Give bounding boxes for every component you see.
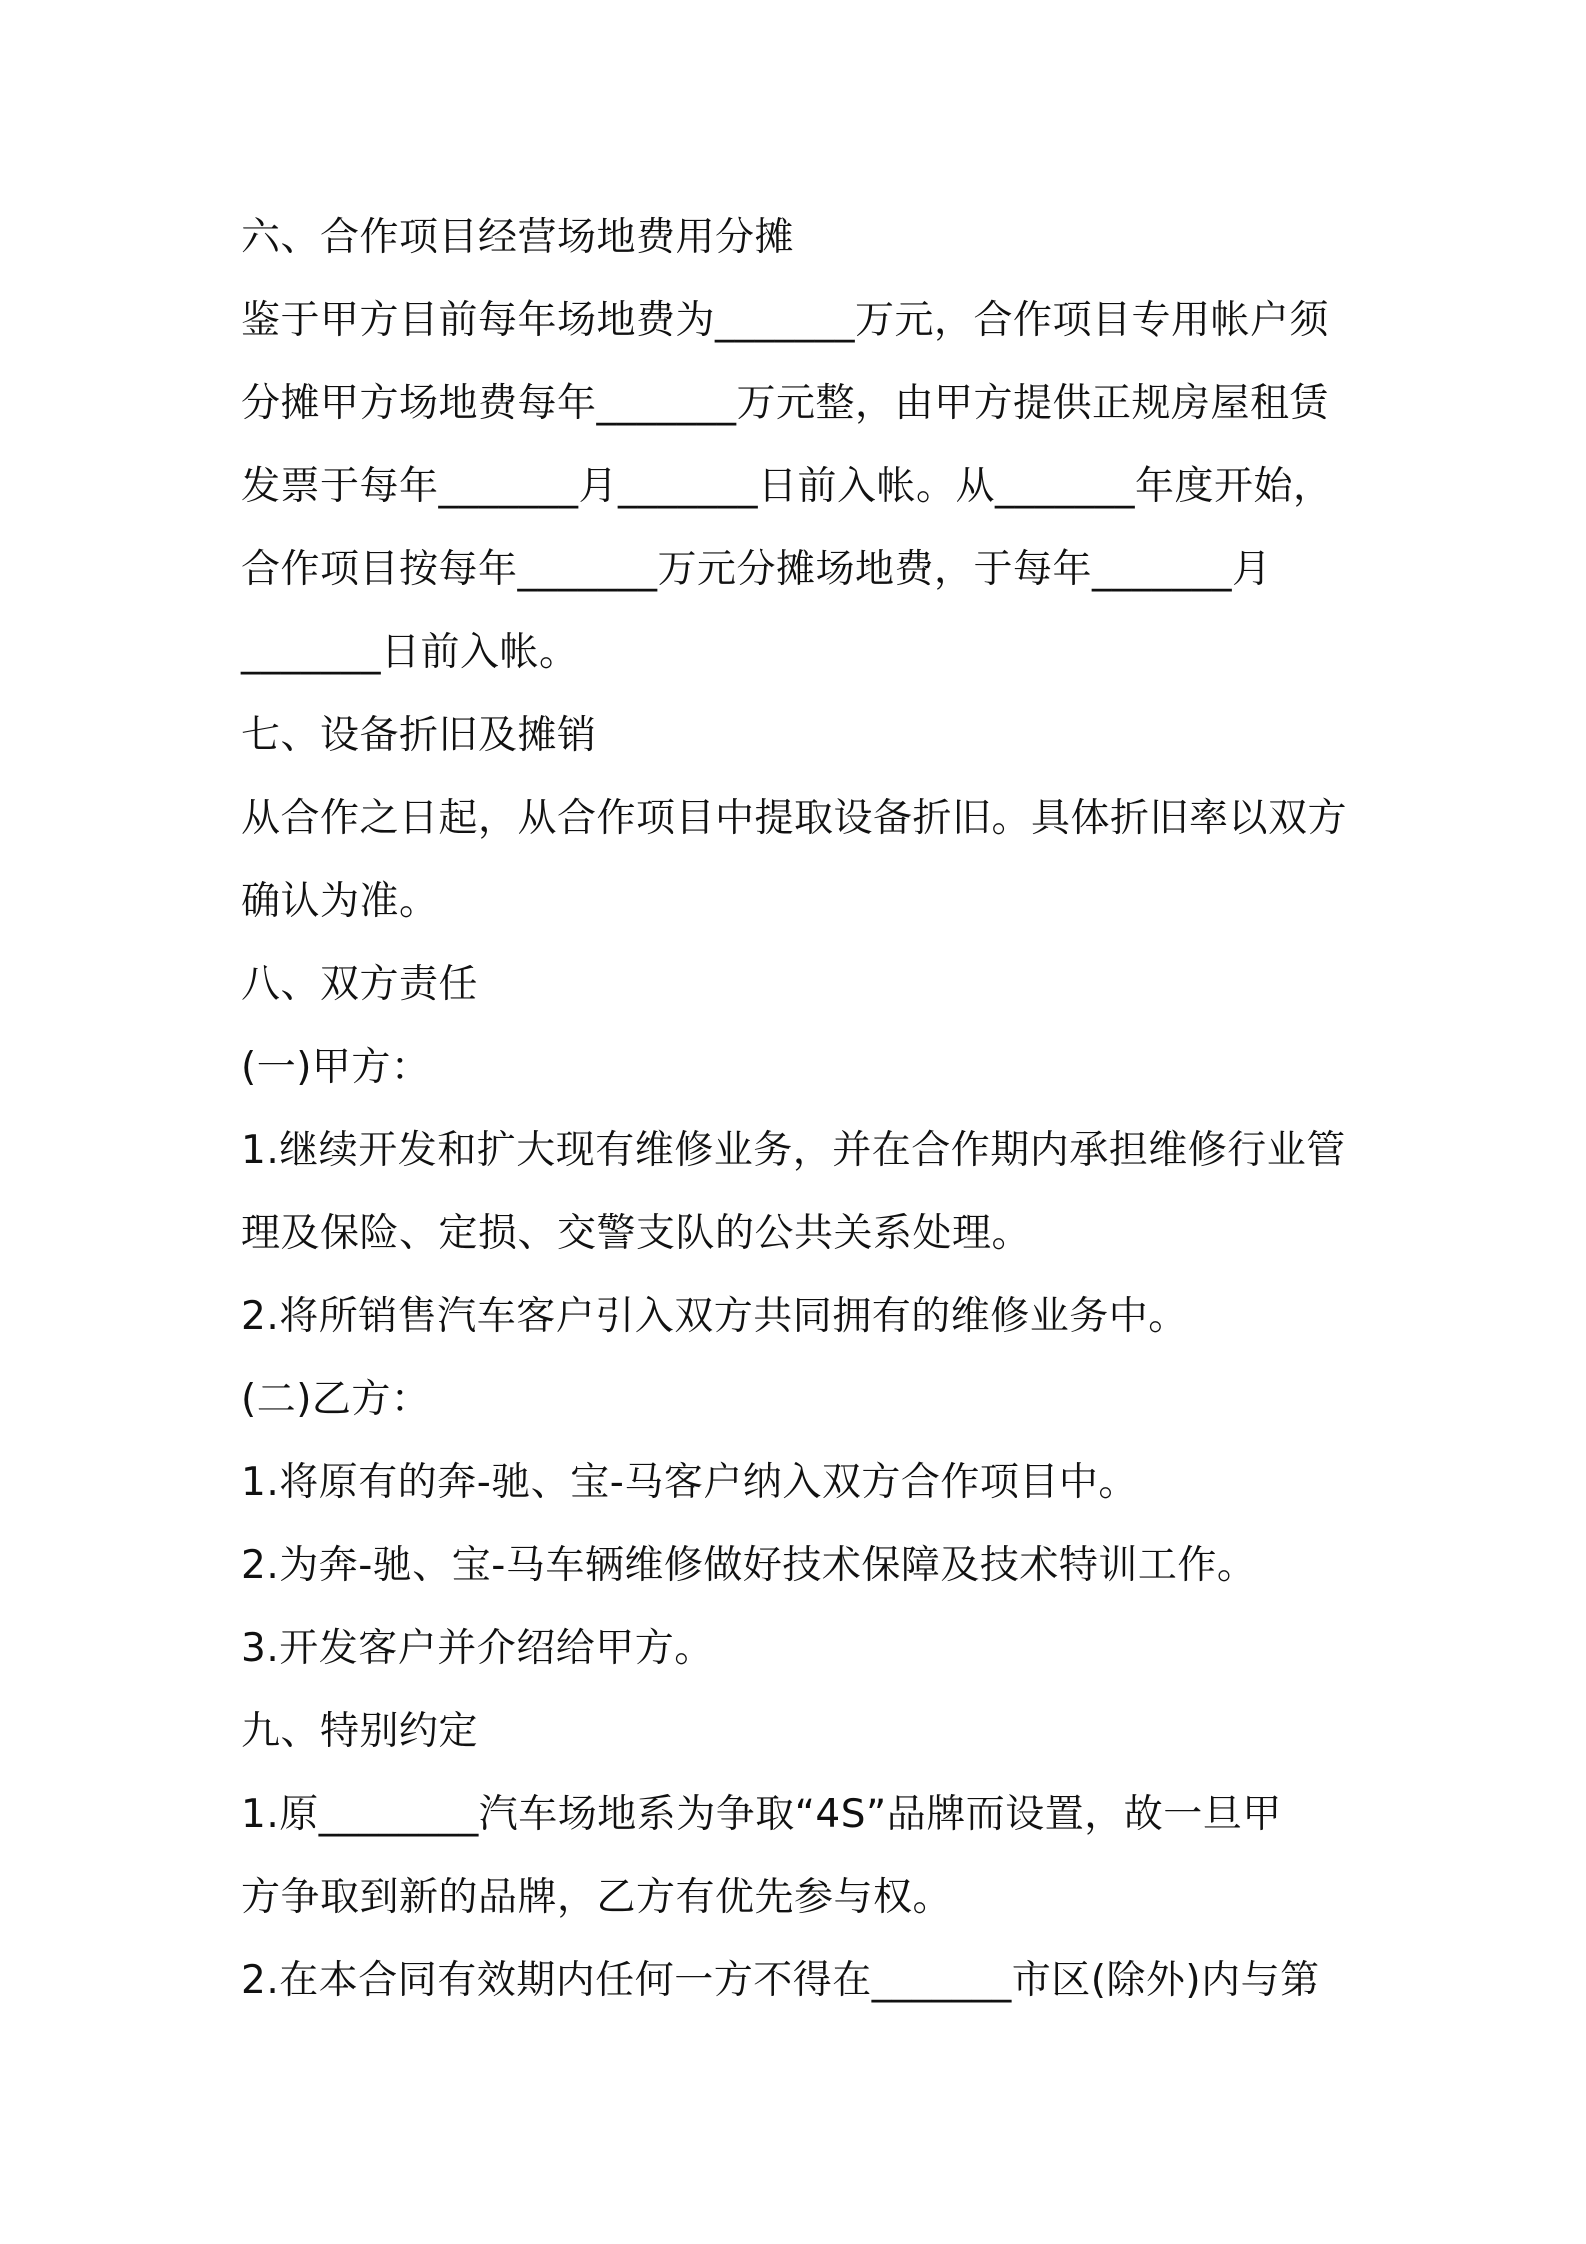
paragraph-line: _______日前入帐。	[241, 630, 579, 675]
list-item-continuation: 方争取到新的品牌，乙方有优先参与权。	[241, 1875, 953, 1920]
paragraph-line: 合作项目按每年_______万元分摊场地费，于每年_______月	[241, 547, 1272, 592]
list-item: 1.将原有的奔-驰、宝-马客户纳入双方合作项目中。	[241, 1460, 1138, 1505]
list-item: 1.原________汽车场地系为争取“4S”品牌而设置，故一旦甲	[241, 1792, 1282, 1837]
list-item: 3.开发客户并介绍给甲方。	[241, 1626, 714, 1671]
list-item: 2.在本合同有效期内任何一方不得在_______市区(除外)内与第	[241, 1958, 1320, 2003]
paragraph-line: 发票于每年_______月_______日前入帐。从_______年度开始，	[241, 464, 1333, 509]
section-heading-6: 六、合作项目经营场地费用分摊	[241, 215, 795, 260]
paragraph-line: 确认为准。	[241, 879, 439, 924]
paragraph-line: 分摊甲方场地费每年_______万元整，由甲方提供正规房屋租赁	[241, 381, 1330, 426]
document-body	[241, 196, 1361, 2022]
subsection-heading-party-b: (二)乙方：	[241, 1377, 431, 1422]
list-item: 2.将所销售汽车客户引入双方共同拥有的维修业务中。	[241, 1294, 1188, 1339]
section-heading-9: 九、特别约定	[241, 1709, 479, 1754]
list-item: 1.继续开发和扩大现有维修业务，并在合作期内承担维修行业管	[241, 1128, 1346, 1173]
list-item: 2.为奔-驰、宝-马车辆维修做好技术保障及技术特训工作。	[241, 1543, 1257, 1588]
subsection-heading-party-a: (一)甲方：	[241, 1045, 431, 1090]
paragraph-line: 鉴于甲方目前每年场地费为_______万元，合作项目专用帐户须	[241, 298, 1330, 343]
paragraph-line: 从合作之日起，从合作项目中提取设备折旧。具体折旧率以双方	[241, 796, 1348, 841]
section-heading-8: 八、双方责任	[241, 962, 479, 1007]
section-heading-7: 七、设备折旧及摊销	[241, 713, 597, 758]
list-item-continuation: 理及保险、定损、交警支队的公共关系处理。	[241, 1211, 1032, 1256]
